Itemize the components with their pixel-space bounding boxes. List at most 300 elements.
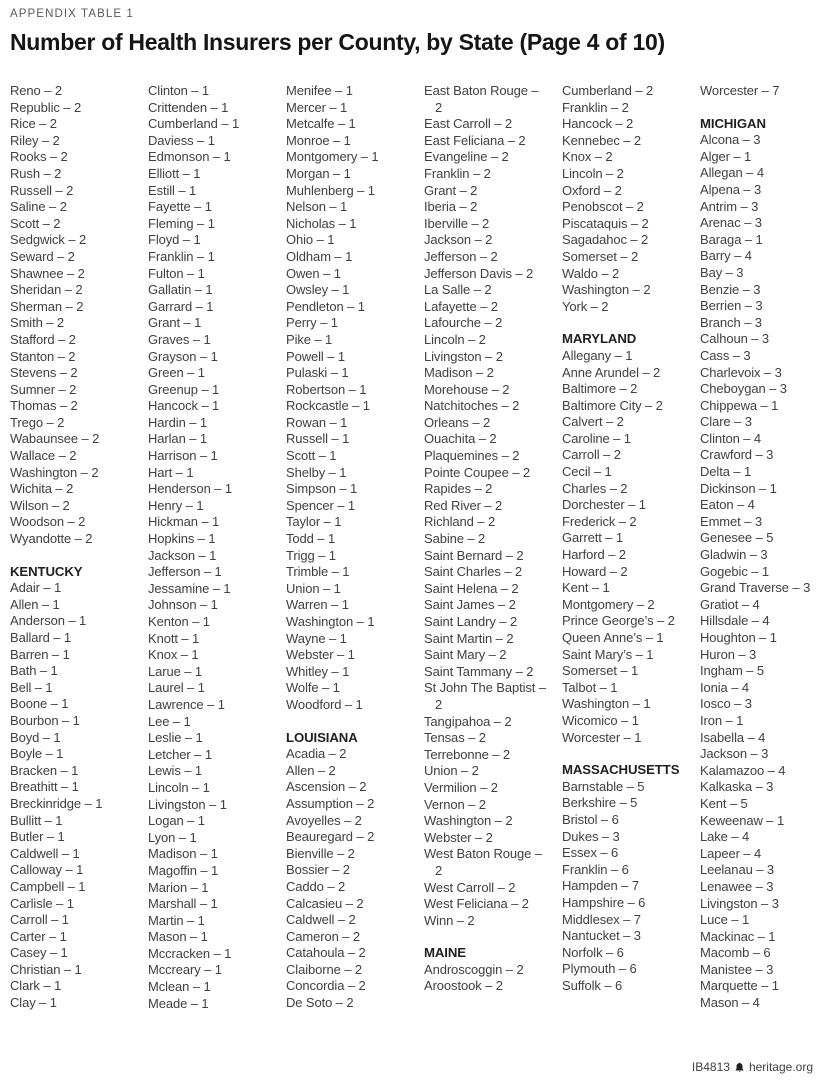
county-entry: Queen Anne’s – 1 bbox=[562, 630, 664, 645]
county-entry: Kalamazoo – 4 bbox=[700, 762, 786, 778]
county-entry: Benzie – 3 bbox=[700, 281, 761, 297]
county-entry: Charles – 2 bbox=[562, 480, 628, 496]
county-entry: Bourbon – 1 bbox=[10, 712, 80, 728]
county-entry: Ohio – 1 bbox=[286, 232, 335, 248]
county-entry: Cass – 3 bbox=[700, 347, 751, 363]
county-entry: Washington – 2 bbox=[424, 813, 513, 829]
county-entry: Fayette – 1 bbox=[148, 199, 212, 215]
county-entry: Wolfe – 1 bbox=[286, 680, 340, 696]
county-entry: Harrison – 1 bbox=[148, 448, 218, 464]
county-entry: Graves – 1 bbox=[148, 331, 211, 347]
county-entry: Antrim – 3 bbox=[700, 198, 759, 214]
county-entry: Edmonson – 1 bbox=[148, 149, 231, 165]
county-entry: Caddo – 2 bbox=[286, 878, 346, 894]
county-entry: Boyd – 1 bbox=[10, 729, 61, 745]
county-entry: Carlisle – 1 bbox=[10, 895, 74, 911]
county-entry: Evangeline – 2 bbox=[424, 149, 509, 165]
county-entry: Scott – 1 bbox=[286, 448, 337, 464]
county-entry: Johnson – 1 bbox=[148, 597, 218, 613]
county-entry: Harford – 2 bbox=[562, 547, 626, 563]
county-entry: Marion – 1 bbox=[148, 879, 209, 895]
county-entry: Taylor – 1 bbox=[286, 514, 342, 530]
county-entry: Dorchester – 1 bbox=[562, 497, 646, 513]
county-entry: Vermilion – 2 bbox=[424, 779, 498, 795]
county-entry: Powell – 1 bbox=[286, 348, 345, 364]
county-entry: Mackinac – 1 bbox=[700, 928, 776, 944]
county-entry: Butler – 1 bbox=[10, 829, 65, 845]
county-entry: Saint Helena – 2 bbox=[424, 580, 519, 596]
county-entry: Waldo – 2 bbox=[562, 265, 620, 281]
county-entry: Madison – 2 bbox=[424, 365, 494, 381]
county-entry: Saint James – 2 bbox=[424, 597, 516, 613]
county-entry: Saint Bernard – 2 bbox=[424, 547, 524, 563]
county-entry: Livingston – 2 bbox=[424, 348, 503, 364]
county-entry: Lyon – 1 bbox=[148, 829, 197, 845]
state-header: MARYLAND bbox=[562, 331, 637, 347]
column-3 bbox=[286, 83, 408, 1012]
county-entry: Ionia – 4 bbox=[700, 679, 749, 695]
county-entry: Rooks – 2 bbox=[10, 149, 68, 165]
county-entry: Barnstable – 5 bbox=[562, 778, 645, 794]
state-header: MICHIGAN bbox=[700, 115, 766, 131]
county-entry: Wabaunsee – 2 bbox=[10, 431, 100, 447]
county-entry: Plaquemines – 2 bbox=[424, 448, 520, 464]
county-entry: Marquette – 1 bbox=[700, 978, 779, 994]
county-entry: East Baton Rouge – 2 bbox=[424, 83, 539, 115]
county-entry: Lincoln – 2 bbox=[424, 331, 486, 347]
county-entry: Rush – 2 bbox=[10, 165, 62, 181]
county-entry: Floyd – 1 bbox=[148, 232, 201, 248]
county-entry: Mason – 1 bbox=[148, 929, 208, 945]
county-entry: Norfolk – 6 bbox=[562, 944, 624, 960]
county-entry: Jackson – 1 bbox=[148, 547, 217, 563]
county-entry: Stafford – 2 bbox=[10, 331, 76, 347]
county-entry: York – 2 bbox=[562, 298, 609, 314]
county-entry: Carroll – 1 bbox=[10, 912, 69, 928]
county-entry: Mercer – 1 bbox=[286, 99, 348, 115]
county-entry: Cumberland – 2 bbox=[562, 83, 654, 98]
county-entry: Oxford – 2 bbox=[562, 182, 622, 198]
county-entry: Laurel – 1 bbox=[148, 680, 205, 696]
county-entry: Bullitt – 1 bbox=[10, 812, 63, 828]
county-entry: Crittenden – 1 bbox=[148, 99, 229, 115]
county-entry: Montgomery – 2 bbox=[562, 596, 655, 612]
county-entry: Estill – 1 bbox=[148, 182, 197, 198]
county-entry: Clark – 1 bbox=[10, 978, 62, 994]
county-entry: Grayson – 1 bbox=[148, 348, 218, 364]
county-entry: Christian – 1 bbox=[10, 961, 82, 977]
county-entry: Winn – 2 bbox=[424, 912, 475, 928]
county-entry: Monroe – 1 bbox=[286, 132, 351, 148]
county-entry: Rapides – 2 bbox=[424, 481, 493, 497]
county-entry: Hancock – 1 bbox=[148, 398, 220, 414]
county-entry: West Feliciana – 2 bbox=[424, 896, 529, 912]
county-entry: Bossier – 2 bbox=[286, 862, 350, 878]
county-entry: Whitley – 1 bbox=[286, 663, 350, 679]
column-1 bbox=[10, 83, 132, 1012]
county-entry: Iberia – 2 bbox=[424, 199, 478, 215]
county-entry: Howard – 2 bbox=[562, 563, 628, 579]
county-entry: Baltimore City – 2 bbox=[562, 397, 663, 413]
county-entry: Knox – 1 bbox=[148, 647, 199, 663]
county-entry: Magoffin – 1 bbox=[148, 862, 219, 878]
county-entry: Gratiot – 4 bbox=[700, 596, 760, 612]
county-entry: Nelson – 1 bbox=[286, 199, 348, 215]
county-entry: Tensas – 2 bbox=[424, 730, 486, 746]
county-entry: Baraga – 1 bbox=[700, 231, 763, 247]
county-entry: Ballard – 1 bbox=[10, 630, 72, 645]
county-entry: Sheridan – 2 bbox=[10, 282, 83, 298]
county-entry: Mccracken – 1 bbox=[148, 945, 232, 961]
county-entry: Greenup – 1 bbox=[148, 381, 220, 397]
county-entry: Bracken – 1 bbox=[10, 762, 79, 778]
county-entry: Dickinson – 1 bbox=[700, 480, 777, 496]
county-entry: Saint Charles – 2 bbox=[424, 564, 523, 580]
county-entry: Kennebec – 2 bbox=[562, 132, 642, 148]
county-entry: Grant – 2 bbox=[424, 182, 478, 198]
county-entry: Perry – 1 bbox=[286, 315, 338, 331]
county-entry: Arenac – 3 bbox=[700, 215, 762, 231]
county-entry: Grant – 1 bbox=[148, 315, 202, 331]
county-entry: Washington – 1 bbox=[286, 614, 375, 629]
county-entry: Fleming – 1 bbox=[148, 215, 215, 231]
county-entry: Plymouth – 6 bbox=[562, 961, 637, 977]
county-entry: Logan – 1 bbox=[148, 813, 205, 829]
county-entry: Hart – 1 bbox=[148, 464, 194, 480]
county-entry: Huron – 3 bbox=[700, 646, 757, 662]
county-entry: Hampden – 7 bbox=[562, 878, 639, 894]
county-entry: Essex – 6 bbox=[562, 845, 619, 861]
doc-id: IB4813 bbox=[691, 1060, 730, 1074]
county-entry: Union – 2 bbox=[424, 763, 479, 779]
county-entry: Branch – 3 bbox=[700, 314, 762, 330]
county-entry: Menifee – 1 bbox=[286, 83, 353, 98]
county-entry: Hancock – 2 bbox=[562, 116, 634, 132]
county-entry: Letcher – 1 bbox=[148, 746, 212, 762]
county-entry: Androscoggin – 2 bbox=[424, 961, 524, 977]
county-entry: Garrard – 1 bbox=[148, 298, 214, 314]
county-entry: Lincoln – 1 bbox=[148, 779, 210, 795]
county-entry: Jefferson Davis – 2 bbox=[424, 265, 534, 281]
site-label: heritage.org bbox=[748, 1060, 813, 1074]
county-entry: Daviess – 1 bbox=[148, 132, 215, 148]
county-entry: Berrien – 3 bbox=[700, 298, 763, 314]
state-header: MASSACHUSETTS bbox=[562, 762, 680, 778]
county-entry: Bath – 1 bbox=[10, 663, 58, 679]
column-6 bbox=[700, 83, 822, 1012]
county-entry: Elliott – 1 bbox=[148, 165, 201, 181]
county-entry: Barry – 4 bbox=[700, 248, 752, 264]
county-entry: Metcalfe – 1 bbox=[286, 116, 356, 132]
county-entry: Todd – 1 bbox=[286, 531, 336, 547]
state-header: KENTUCKY bbox=[10, 563, 83, 579]
county-entry: Ascension – 2 bbox=[286, 779, 367, 795]
county-entry: Sabine – 2 bbox=[424, 531, 486, 547]
county-entry: Seward – 2 bbox=[10, 248, 75, 264]
county-entry: Gladwin – 3 bbox=[700, 547, 768, 563]
county-entry: Luce – 1 bbox=[700, 912, 750, 928]
county-entry: Franklin – 1 bbox=[148, 248, 215, 264]
county-entry: Wichita – 2 bbox=[10, 481, 74, 497]
county-entry: Hardin – 1 bbox=[148, 414, 207, 430]
county-entry: Green – 1 bbox=[148, 365, 205, 381]
county-entry: Suffolk – 6 bbox=[562, 977, 623, 993]
county-entry: Pike – 1 bbox=[286, 331, 333, 347]
county-entry: Meade – 1 bbox=[148, 995, 209, 1011]
county-entry: Washington – 2 bbox=[562, 282, 651, 298]
county-entry: Kent – 5 bbox=[700, 795, 748, 811]
county-entry: Lee – 1 bbox=[148, 713, 191, 729]
county-entry: Aroostook – 2 bbox=[424, 978, 503, 994]
county-entry: Scott – 2 bbox=[10, 215, 61, 231]
county-entry: Webster – 2 bbox=[424, 829, 493, 845]
county-entry: East Feliciana – 2 bbox=[424, 132, 526, 148]
county-entry: Republic – 2 bbox=[10, 99, 82, 115]
county-entry: Harlan – 1 bbox=[148, 431, 207, 447]
county-entry: Caroline – 1 bbox=[562, 430, 631, 446]
county-entry: Breathitt – 1 bbox=[10, 779, 79, 795]
county-entry: Lake – 4 bbox=[700, 829, 750, 845]
county-entry: Livingston – 1 bbox=[148, 796, 227, 812]
county-entry: Allegany – 1 bbox=[562, 347, 633, 363]
county-entry: Owen – 1 bbox=[286, 265, 341, 281]
county-entry: Charlevoix – 3 bbox=[700, 364, 782, 380]
county-entry: Acadia – 2 bbox=[286, 746, 347, 762]
county-entry: Hopkins – 1 bbox=[148, 531, 216, 547]
county-entry: Franklin – 2 bbox=[424, 165, 491, 181]
county-entry: Berkshire – 5 bbox=[562, 795, 638, 811]
county-entry: Hillsdale – 4 bbox=[700, 613, 770, 629]
county-entry: Grand Traverse – 3 bbox=[700, 580, 811, 596]
county-entry: Boone – 1 bbox=[10, 696, 69, 712]
table-columns bbox=[10, 83, 815, 1012]
county-entry: Anderson – 1 bbox=[10, 613, 87, 629]
county-entry: Leelanau – 3 bbox=[700, 862, 774, 878]
county-entry: Washington – 1 bbox=[562, 696, 651, 712]
county-entry: Iron – 1 bbox=[700, 712, 744, 728]
county-entry: Vernon – 2 bbox=[424, 796, 486, 812]
county-entry: Jackson – 2 bbox=[424, 232, 493, 248]
county-entry: Beauregard – 2 bbox=[286, 829, 375, 845]
county-entry: Piscataquis – 2 bbox=[562, 215, 649, 231]
county-entry: Hickman – 1 bbox=[148, 514, 220, 530]
county-entry: Worcester – 1 bbox=[562, 729, 642, 745]
county-entry: Martin – 1 bbox=[148, 912, 205, 928]
county-entry: East Carroll – 2 bbox=[424, 116, 512, 132]
county-entry: Claiborne – 2 bbox=[286, 961, 363, 977]
county-entry: Tangipahoa – 2 bbox=[424, 713, 512, 729]
column-4 bbox=[424, 83, 546, 995]
page-title: Number of Health Insurers per County, by State (Page 4 of 10) bbox=[10, 29, 665, 55]
county-entry: Delta – 1 bbox=[700, 464, 752, 480]
county-entry: Emmet – 3 bbox=[700, 513, 762, 529]
county-entry: Calhoun – 3 bbox=[700, 331, 770, 347]
county-entry: Ouachita – 2 bbox=[424, 431, 497, 447]
county-entry: Union – 1 bbox=[286, 580, 341, 596]
county-entry: Lapeer – 4 bbox=[700, 845, 762, 861]
county-entry: Nantucket – 3 bbox=[562, 928, 641, 944]
county-entry: Caldwell – 2 bbox=[286, 912, 356, 928]
county-entry: Mclean – 1 bbox=[148, 979, 211, 995]
county-entry: Saint Martin – 2 bbox=[424, 630, 514, 646]
county-entry: Nicholas – 1 bbox=[286, 215, 357, 231]
county-entry: Franklin – 2 bbox=[562, 99, 629, 115]
county-entry: Assumption – 2 bbox=[286, 795, 375, 811]
county-entry: Caldwell – 1 bbox=[10, 845, 80, 861]
county-entry: Barren – 1 bbox=[10, 646, 70, 662]
county-entry: Saint Mary – 2 bbox=[424, 647, 507, 663]
county-entry: Lafayette – 2 bbox=[424, 298, 498, 314]
county-entry: Dukes – 3 bbox=[562, 828, 620, 844]
county-entry: Sherman – 2 bbox=[10, 298, 84, 314]
county-entry: Rockcastle – 1 bbox=[286, 398, 370, 414]
county-entry: Breckinridge – 1 bbox=[10, 795, 103, 811]
county-entry: Larue – 1 bbox=[148, 663, 203, 679]
county-entry: Saint Landry – 2 bbox=[424, 614, 518, 629]
county-entry: West Baton Rouge – 2 bbox=[424, 846, 542, 878]
county-entry: Rowan – 1 bbox=[286, 414, 348, 430]
county-entry: Penobscot – 2 bbox=[562, 199, 644, 215]
county-entry: Wyandotte – 2 bbox=[10, 531, 93, 547]
county-entry: Campbell – 1 bbox=[10, 878, 86, 894]
county-entry: Gogebic – 1 bbox=[700, 563, 770, 579]
county-entry: Calcasieu – 2 bbox=[286, 895, 364, 911]
county-entry: Orleans – 2 bbox=[424, 414, 491, 430]
county-entry: Alpena – 3 bbox=[700, 181, 762, 197]
county-entry: Sedgwick – 2 bbox=[10, 232, 87, 248]
county-entry: Robertson – 1 bbox=[286, 381, 367, 397]
county-entry: Clay – 1 bbox=[10, 995, 57, 1011]
county-entry: Washington – 2 bbox=[10, 464, 99, 480]
county-entry: Knott – 1 bbox=[148, 630, 200, 646]
county-entry: Natchitoches – 2 bbox=[424, 398, 520, 414]
county-entry: Gallatin – 1 bbox=[148, 282, 213, 298]
county-entry: Macomb – 6 bbox=[700, 945, 771, 961]
county-entry: Anne Arundel – 2 bbox=[562, 364, 661, 380]
county-entry: Frederick – 2 bbox=[562, 513, 637, 529]
county-entry: Oldham – 1 bbox=[286, 248, 353, 264]
county-entry: Henry – 1 bbox=[148, 497, 204, 513]
county-entry: Stanton – 2 bbox=[10, 348, 76, 364]
county-entry: Lewis – 1 bbox=[148, 763, 203, 779]
county-entry: Russell – 1 bbox=[286, 431, 350, 447]
county-entry: Keweenaw – 1 bbox=[700, 812, 785, 828]
county-entry: Woodford – 1 bbox=[286, 696, 363, 712]
county-entry: Mccreary – 1 bbox=[148, 962, 222, 978]
county-entry: Rice – 2 bbox=[10, 116, 57, 132]
column-2 bbox=[148, 83, 270, 1012]
county-entry: Allegan – 4 bbox=[700, 165, 764, 181]
county-entry: Morehouse – 2 bbox=[424, 381, 510, 397]
county-entry: Saint Mary’s – 1 bbox=[562, 646, 654, 662]
county-entry: Baltimore – 2 bbox=[562, 381, 638, 397]
state-header: MAINE bbox=[424, 945, 466, 961]
county-entry: Smith – 2 bbox=[10, 315, 65, 331]
county-entry: Cumberland – 1 bbox=[148, 116, 240, 132]
county-entry: Somerset – 1 bbox=[562, 663, 639, 679]
county-entry: Iberville – 2 bbox=[424, 215, 490, 231]
county-entry: Alger – 1 bbox=[700, 148, 752, 164]
county-entry: Marshall – 1 bbox=[148, 896, 218, 912]
county-entry: Houghton – 1 bbox=[700, 630, 777, 645]
county-entry: Allen – 1 bbox=[10, 596, 60, 612]
county-entry: De Soto – 2 bbox=[286, 995, 354, 1011]
county-entry: Clinton – 1 bbox=[148, 83, 210, 98]
county-entry: Crawford – 3 bbox=[700, 447, 774, 463]
county-entry: Trego – 2 bbox=[10, 414, 65, 430]
county-entry: Madison – 1 bbox=[148, 846, 218, 862]
county-entry: Lafourche – 2 bbox=[424, 315, 503, 331]
county-entry: Riley – 2 bbox=[10, 132, 60, 148]
county-entry: Pointe Coupee – 2 bbox=[424, 464, 530, 480]
county-entry: Shawnee – 2 bbox=[10, 265, 85, 281]
county-entry: Wilson – 2 bbox=[10, 497, 70, 513]
county-entry: Lincoln – 2 bbox=[562, 165, 624, 181]
county-entry: Prince George’s – 2 bbox=[562, 613, 675, 629]
county-entry: Jefferson – 1 bbox=[148, 564, 222, 580]
county-entry: Kenton – 1 bbox=[148, 614, 210, 629]
county-entry: Middlesex – 7 bbox=[562, 911, 641, 927]
county-entry: Chippewa – 1 bbox=[700, 397, 779, 413]
county-entry: Livingston – 3 bbox=[700, 895, 779, 911]
county-entry: Thomas – 2 bbox=[10, 398, 78, 414]
county-entry: Carter – 1 bbox=[10, 928, 67, 944]
county-entry: Manistee – 3 bbox=[700, 961, 774, 977]
county-entry: Bristol – 6 bbox=[562, 811, 619, 827]
county-entry: Lawrence – 1 bbox=[148, 696, 225, 712]
county-entry: Jessamine – 1 bbox=[148, 580, 231, 596]
county-entry: Sumner – 2 bbox=[10, 381, 77, 397]
county-entry: Somerset – 2 bbox=[562, 248, 639, 264]
county-entry: Catahoula – 2 bbox=[286, 945, 366, 961]
county-entry: Morgan – 1 bbox=[286, 165, 351, 181]
county-entry: Clinton – 4 bbox=[700, 430, 762, 446]
county-entry: Wicomico – 1 bbox=[562, 712, 639, 728]
county-entry: Saline – 2 bbox=[10, 199, 67, 215]
county-entry: Avoyelles – 2 bbox=[286, 812, 362, 828]
county-entry: Ingham – 5 bbox=[700, 663, 765, 679]
county-entry: Cheboygan – 3 bbox=[700, 381, 787, 397]
county-entry: Trigg – 1 bbox=[286, 547, 336, 563]
footer bbox=[692, 1060, 813, 1074]
county-entry: Richland – 2 bbox=[424, 514, 496, 530]
county-entry: Eaton – 4 bbox=[700, 497, 755, 513]
county-entry: Henderson – 1 bbox=[148, 481, 232, 497]
county-entry: Kent – 1 bbox=[562, 580, 610, 596]
county-entry: Concordia – 2 bbox=[286, 978, 366, 994]
county-entry: Genesee – 5 bbox=[700, 530, 774, 546]
county-entry: Garrett – 1 bbox=[562, 530, 624, 546]
county-entry: Clare – 3 bbox=[700, 414, 752, 430]
county-entry: Wallace – 2 bbox=[10, 448, 77, 464]
county-entry: Shelby – 1 bbox=[286, 464, 347, 480]
county-entry: Woodson – 2 bbox=[10, 514, 86, 530]
county-entry: Red River – 2 bbox=[424, 497, 503, 513]
county-entry: West Carroll – 2 bbox=[424, 879, 516, 895]
county-entry: Cameron – 2 bbox=[286, 928, 361, 944]
appendix-label: APPENDIX TABLE 1 bbox=[10, 8, 134, 20]
county-entry: Pulaski – 1 bbox=[286, 365, 349, 381]
county-entry: Bell – 1 bbox=[10, 679, 53, 695]
county-entry: Webster – 1 bbox=[286, 647, 355, 663]
county-entry: Jefferson – 2 bbox=[424, 248, 498, 264]
county-entry: Fulton – 1 bbox=[148, 265, 205, 281]
county-entry: Casey – 1 bbox=[10, 945, 68, 961]
county-entry: Reno – 2 bbox=[10, 83, 62, 98]
county-entry: Warren – 1 bbox=[286, 597, 349, 613]
county-entry: Pendleton – 1 bbox=[286, 298, 365, 314]
county-entry: Franklin – 6 bbox=[562, 861, 629, 877]
